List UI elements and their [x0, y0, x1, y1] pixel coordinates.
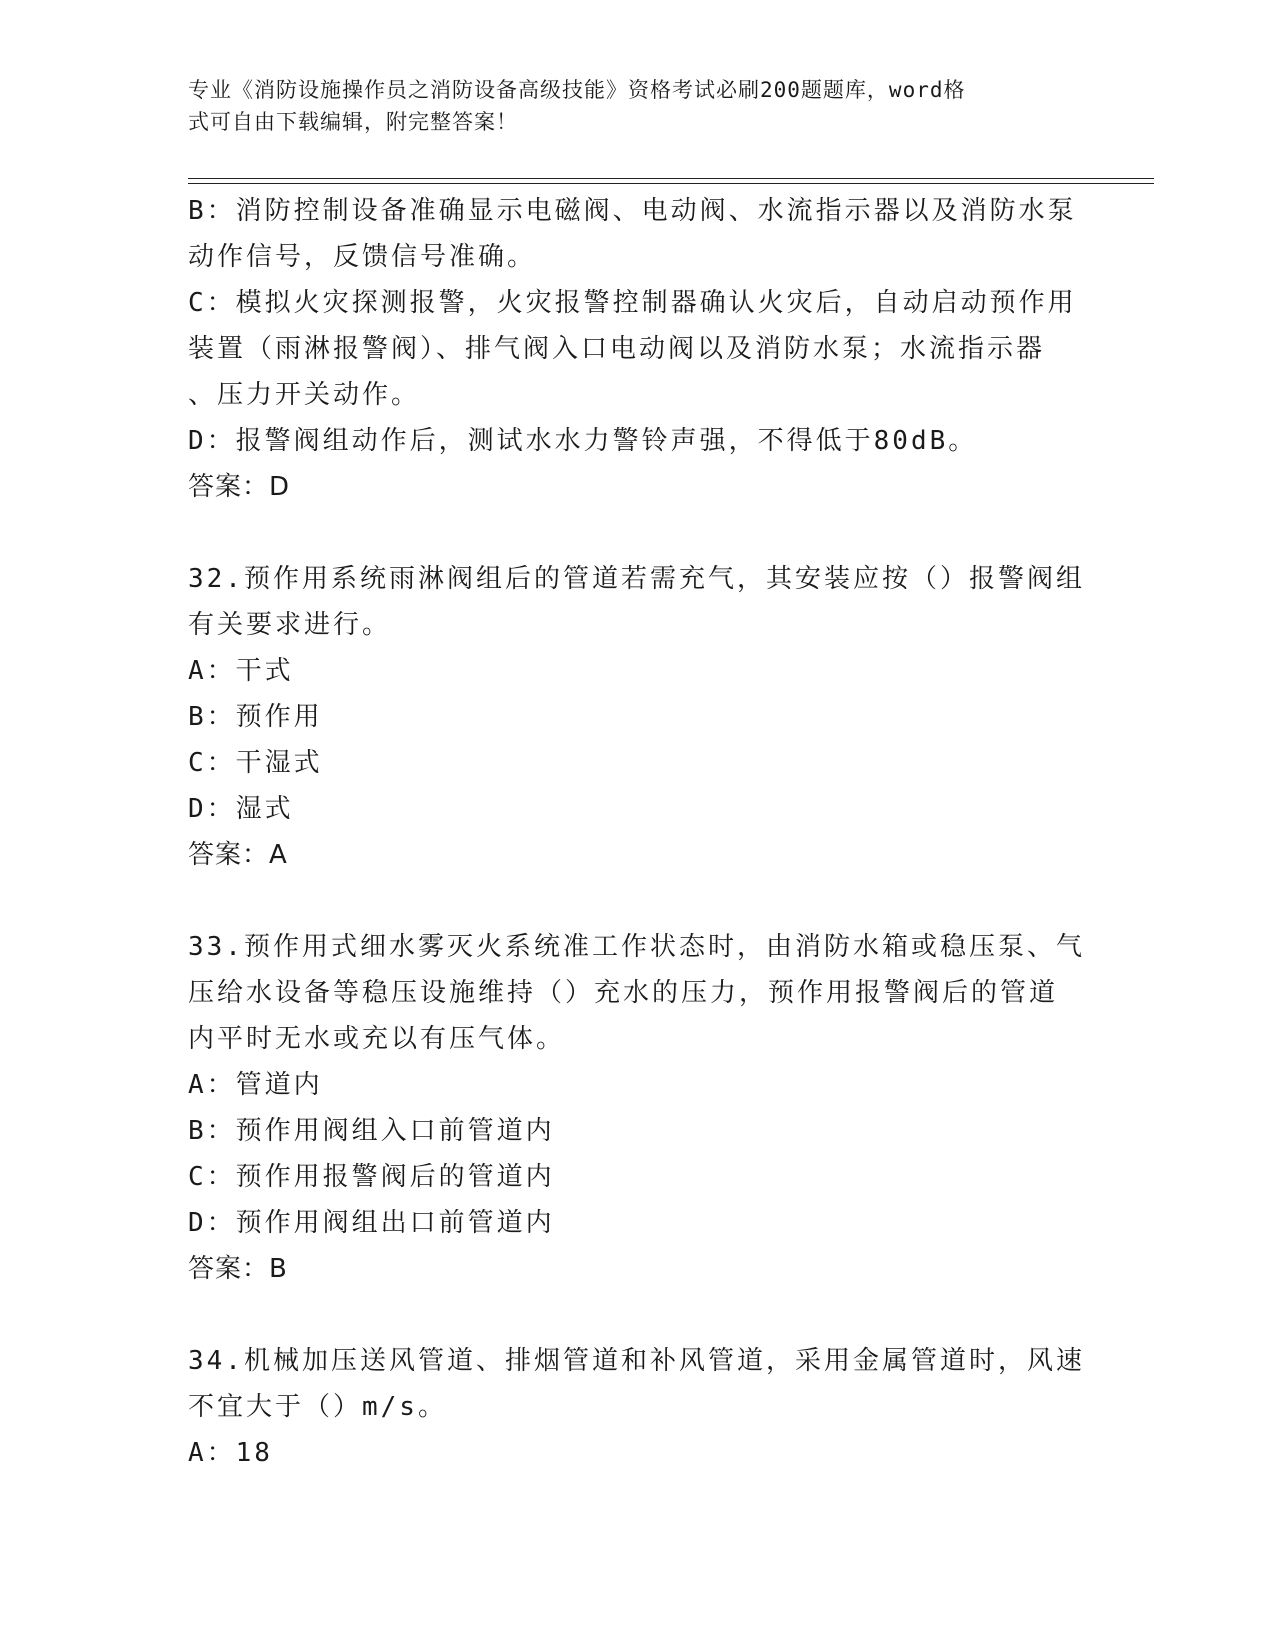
option-c-line-2: 装置（雨淋报警阀）、排气阀入口电动阀以及消防水泵；水流指示器 [188, 334, 1046, 364]
option-c-line-3: 、压力开关动作。 [188, 380, 421, 410]
option-d: D：湿式 [188, 794, 294, 824]
spacer [188, 878, 1088, 924]
header-title-line-1: 专业《消防设施操作员之消防设备高级技能》资格考试必刷200题题库，word格 [188, 78, 966, 102]
question-34 [188, 1338, 1088, 1476]
question-stem-line-1: 34.机械加压送风管道、排烟管道和补风管道，采用金属管道时，风速 [188, 1346, 1085, 1376]
question-stem-line-2: 有关要求进行。 [188, 610, 392, 640]
header-divider-bottom [188, 183, 1154, 184]
header-title-line-2: 式可自由下载编辑，附完整答案！ [188, 110, 518, 134]
question-stem-line-3: 内平时无水或充以有压气体。 [188, 1024, 566, 1054]
spacer [188, 1292, 1088, 1338]
document-body [188, 188, 1088, 1476]
answer: 答案：D [188, 472, 291, 502]
question-stem-line-1: 33.预作用式细水雾灭火系统准工作状态时，由消防水箱或稳压泵、气 [188, 932, 1085, 962]
document-header [188, 74, 1068, 138]
option-c: C：预作用报警阀后的管道内 [188, 1162, 555, 1192]
option-d: D：报警阀组动作后，测试水水力警铃声强，不得低于80dB。 [188, 426, 978, 456]
option-c: C：干湿式 [188, 748, 323, 778]
spacer [188, 510, 1088, 556]
header-divider-top [188, 178, 1154, 179]
question-stem-line-1: 32.预作用系统雨淋阀组后的管道若需充气，其安装应按（）报警阀组 [188, 564, 1085, 594]
question-stem-line-2: 不宜大于（）m/s。 [188, 1392, 447, 1422]
option-b: B：预作用阀组入口前管道内 [188, 1116, 555, 1146]
option-a: A：18 [188, 1438, 273, 1468]
option-a: A：管道内 [188, 1070, 323, 1100]
question-33 [188, 924, 1088, 1292]
answer: 答案：B [188, 1254, 288, 1284]
question-31-continued [188, 188, 1088, 510]
option-b-line-2: 动作信号，反馈信号准确。 [188, 242, 537, 272]
question-stem-line-2: 压给水设备等稳压设施维持（）充水的压力，预作用报警阀后的管道 [188, 978, 1059, 1008]
option-c-line-1: C：模拟火灾探测报警，火灾报警控制器确认火灾后，自动启动预作用 [188, 288, 1077, 318]
option-a: A：干式 [188, 656, 294, 686]
option-d: D：预作用阀组出口前管道内 [188, 1208, 555, 1238]
answer: 答案：A [188, 840, 288, 870]
question-32 [188, 556, 1088, 878]
option-b: B：预作用 [188, 702, 323, 732]
option-b-line-1: B：消防控制设备准确显示电磁阀、电动阀、水流指示器以及消防水泵 [188, 196, 1077, 226]
